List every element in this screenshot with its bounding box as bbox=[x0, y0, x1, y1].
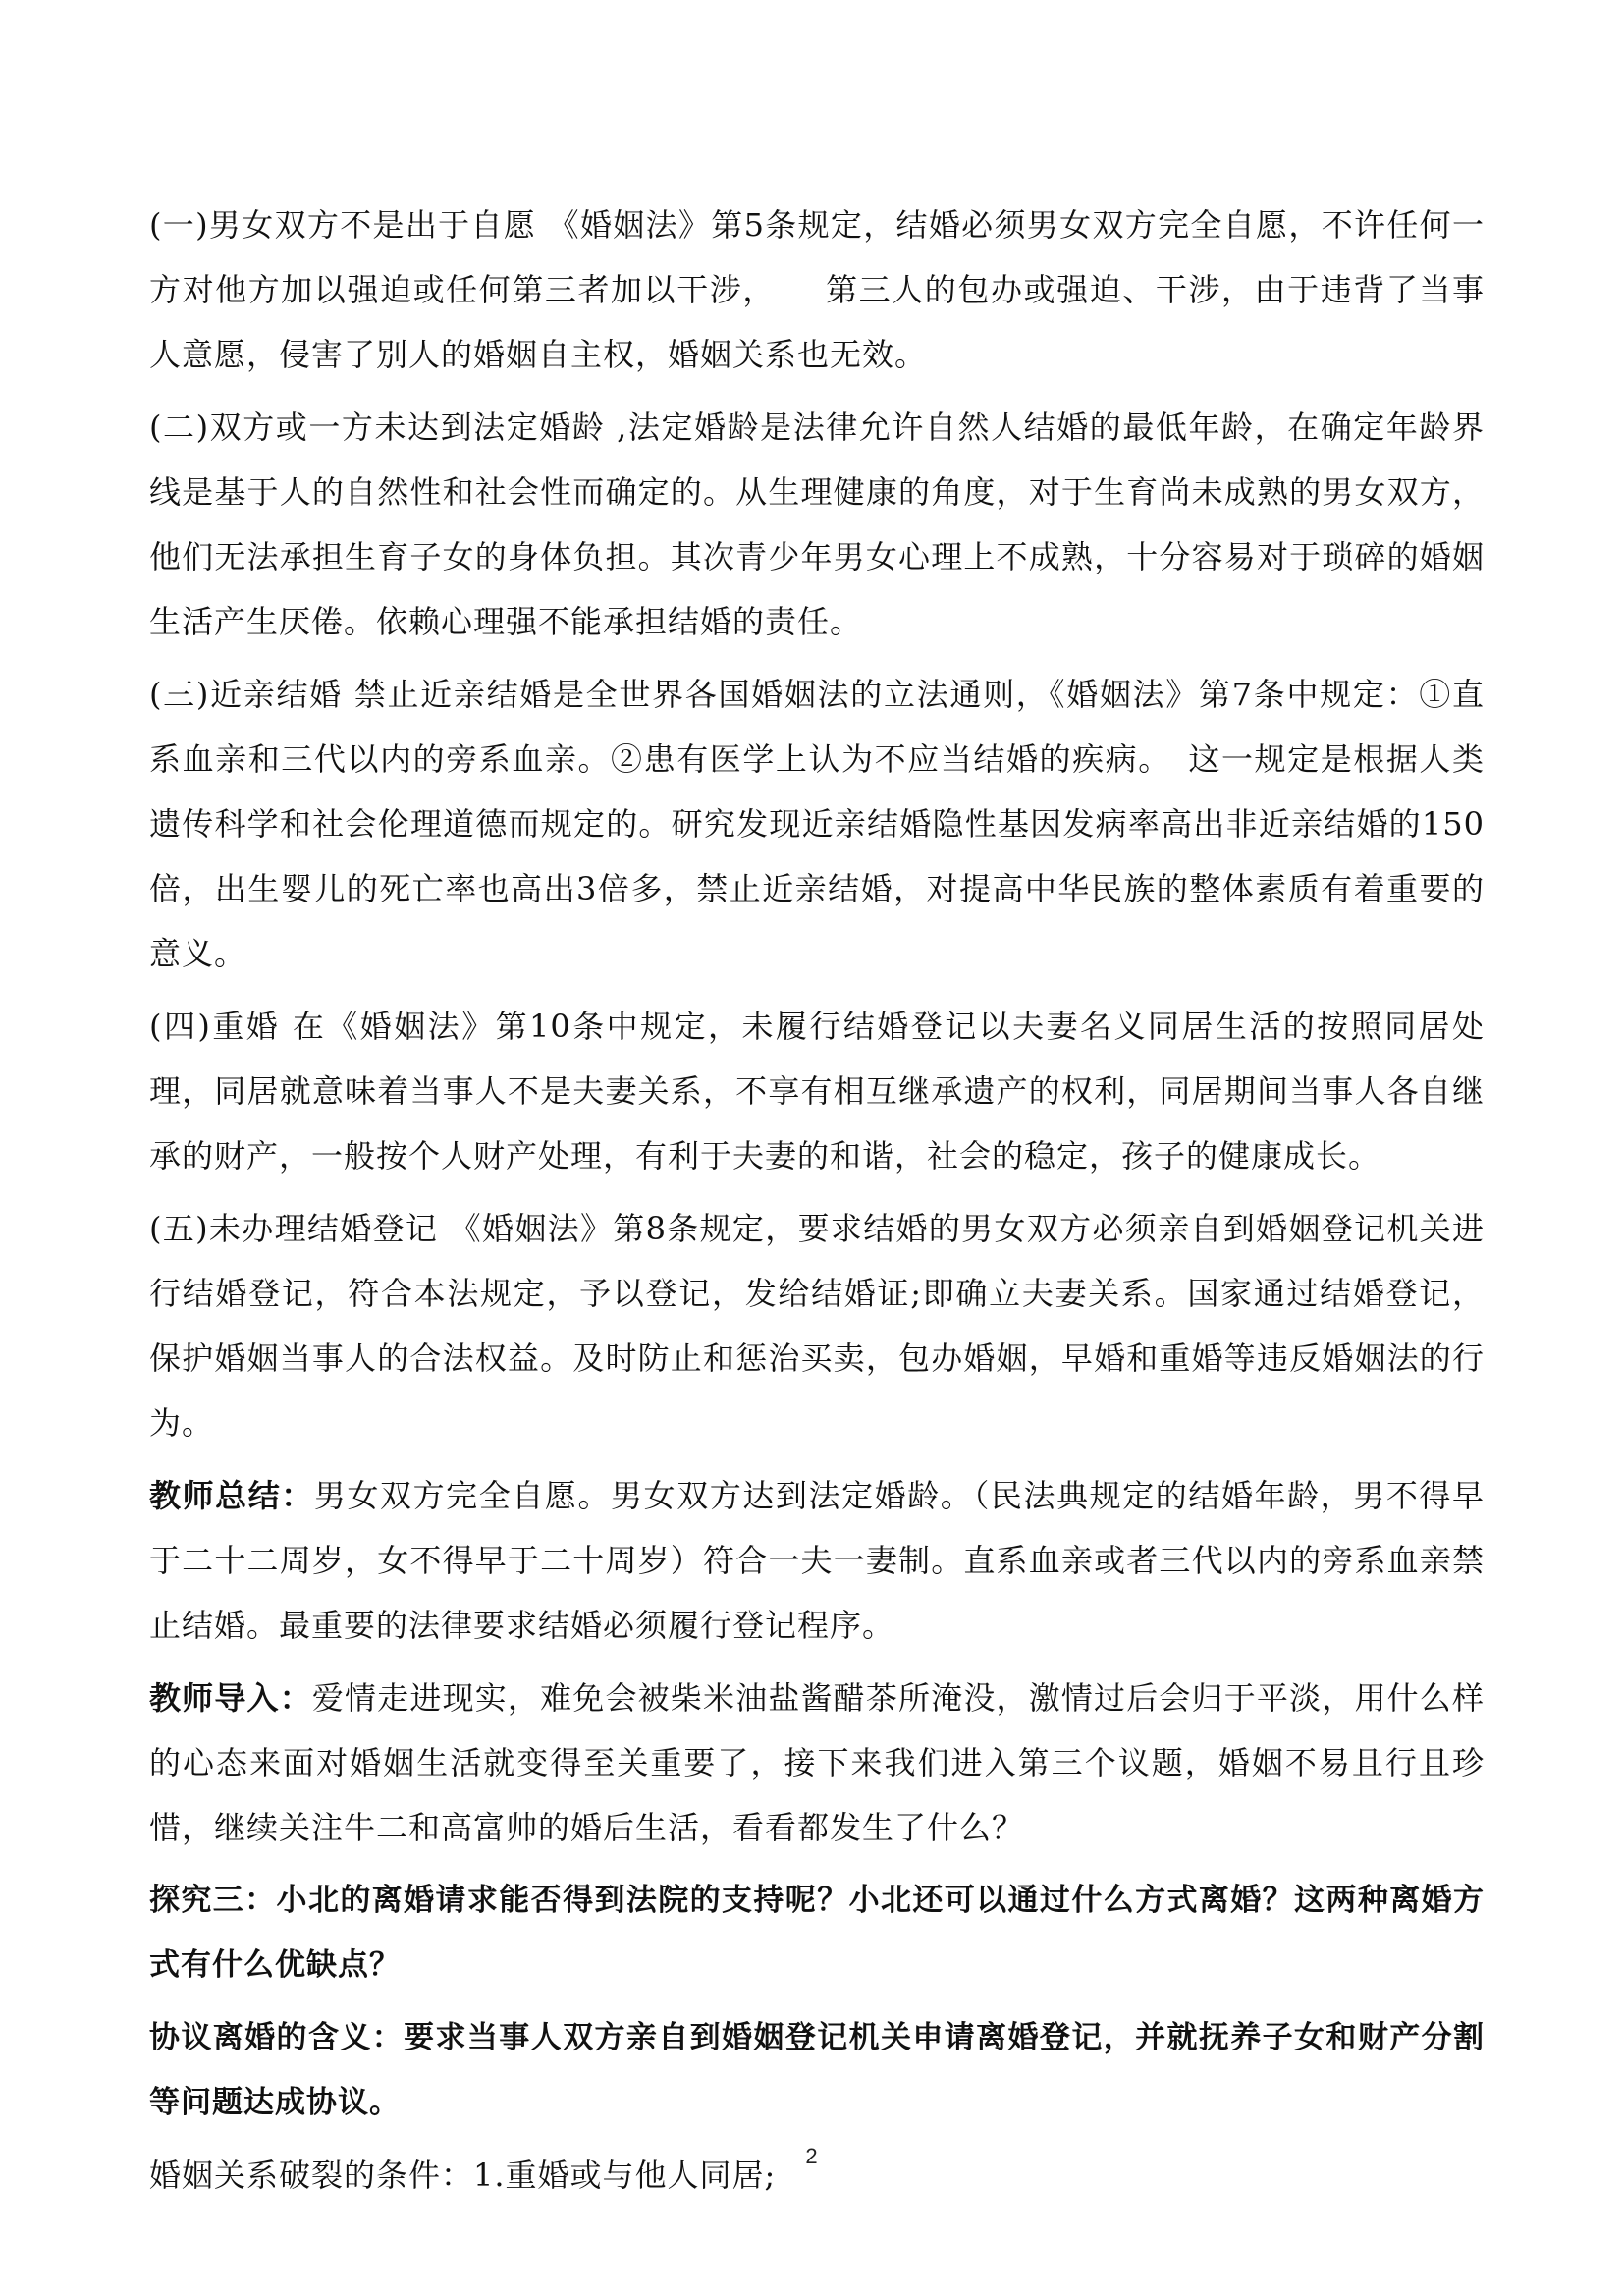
paragraph-close-relatives: (三)近亲结婚 禁止近亲结婚是全世界各国婚姻法的立法通则，《婚姻法》第7条中规定：①直系血亲和三代以内的旁系血亲。②患有医学上认为不应当结婚的疾病。 这一规定是根据人类遗传科学和社会伦理道德而规定的。研究发现近亲结婚隐性基因发病率高出非近亲结婚的150倍，出生婴儿的死亡率也高出3倍多，禁止近亲结婚，对提高中华民族的整体素质有着重要的意义。 bbox=[149, 676, 1485, 972]
breakdown-conditions: 婚姻关系破裂的条件：1.重婚或与他人同居; bbox=[149, 2157, 777, 2194]
paragraph-legal-age: (二)双方或一方未达到法定婚龄 ,法定婚龄是法律允许自然人结婚的最低年龄，在确定年龄界线是基于人的自然性和社会性而确定的。从生理健康的角度，对于生育尚未成熟的男女双方，他们无法承担生育子女的身体负担。其次青少年男女心理上不成熟，十分容易对于琐碎的婚姻生活产生厌倦。依赖心理强不能承担结婚的责任。 bbox=[149, 409, 1485, 640]
teacher-summary-text: 男女双方完全自愿。男女双方达到法定婚龄。（民法典规定的结婚年龄，男不得早于二十二周岁，女不得早于二十周岁）符合一夫一妻制。直系血亲或者三代以内的旁系血亲禁止结婚。最重要的法律要求结婚必须履行登记程序。 bbox=[149, 1477, 1485, 1644]
document-body bbox=[149, 192, 1485, 2215]
teacher-intro bbox=[149, 1666, 1485, 1860]
page-number: 2 bbox=[805, 2144, 818, 2168]
explore-three-question: 探究三：小北的离婚请求能否得到法院的支持呢？小北还可以通过什么方式离婚？这两种离婚方式有什么优缺点？ bbox=[149, 1883, 1485, 1983]
teacher-intro-text: 爱情走进现实，难免会被柴米油盐酱醋茶所淹没，激情过后会归于平淡，用什么样的心态来面对婚姻生活就变得至关重要了，接下来我们进入第三个议题，婚姻不易且行且珍惜，继续关注牛二和高富帅的婚后生活，看看都发生了什么？ bbox=[149, 1679, 1485, 1846]
teacher-summary bbox=[149, 1463, 1485, 1658]
paragraph-bigamy: (四)重婚 在《婚姻法》第10条中规定，未履行结婚登记以夫妻名义同居生活的按照同居处理，同居就意味着当事人不是夫妻关系，不享有相互继承遗产的权利，同居期间当事人各自继承的财产，一般按个人财产处理，有利于夫妻的和谐，社会的稳定，孩子的健康成长。 bbox=[149, 1008, 1485, 1175]
teacher-summary-label: 教师总结： bbox=[149, 1477, 314, 1514]
paragraph-not-voluntary: (一)男女双方不是出于自愿 《婚姻法》第5条规定，结婚必须男女双方完全自愿，不许任何一方对他方加以强迫或任何第三者加以干涉， 第三人的包办或强迫、干涉，由于违背了当事人意愿，侵害了别人的婚姻自主权，婚姻关系也无效。 bbox=[149, 206, 1485, 373]
teacher-intro-label: 教师导入： bbox=[149, 1679, 312, 1717]
paragraph-registration: (五)未办理结婚登记 《婚姻法》第8条规定，要求结婚的男女双方必须亲自到婚姻登记机关进行结婚登记，符合本法规定，予以登记，发给结婚证;即确立夫妻关系。国家通过结婚登记，保护婚姻当事人的合法权益。及时防止和惩治买卖，包办婚姻，早婚和重婚等违反婚姻法的行为。 bbox=[149, 1210, 1485, 1442]
agreement-divorce-definition: 协议离婚的含义：要求当事人双方亲自到婚姻登记机关申请离婚登记，并就抚养子女和财产分割等问题达成协议。 bbox=[149, 2020, 1485, 2120]
